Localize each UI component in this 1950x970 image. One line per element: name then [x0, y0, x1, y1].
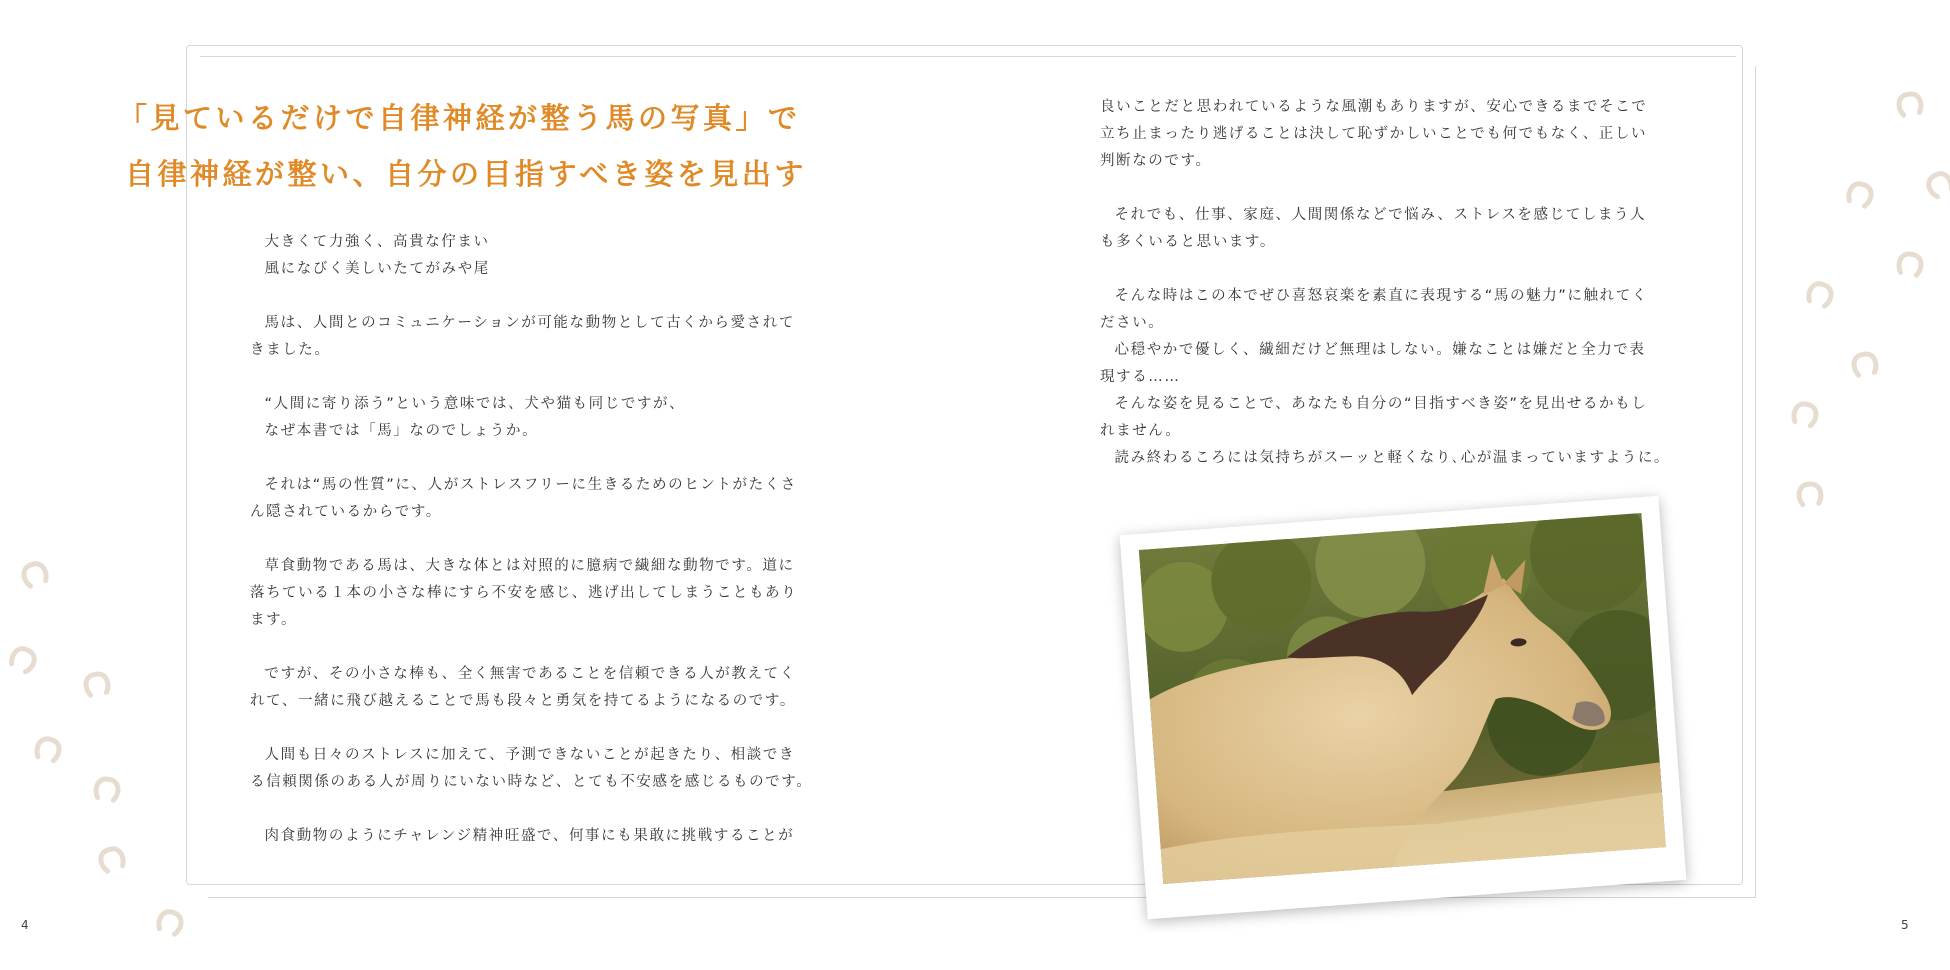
horse-photo [1120, 496, 1687, 920]
text-line: 良いことだと思われているような風潮もありますが、安心できるまでそこで [1100, 99, 1648, 115]
page-number-right: 5 [1901, 918, 1909, 932]
page-title [118, 90, 807, 202]
paragraph [250, 229, 840, 283]
horseshoe-icon [1893, 248, 1928, 283]
text-line: 人間も日々のストレスに加えて、予測できないことが起きたり、相談でき [264, 747, 796, 763]
horseshoe-icon [1920, 165, 1950, 206]
text-line: それは“馬の性質”に、人がストレスフリーに生きるためのヒントがたくさ [264, 477, 797, 493]
horseshoe-icon [3, 640, 44, 681]
horseshoe-icon [93, 841, 131, 879]
paragraph [250, 553, 840, 634]
horseshoe-icon [90, 773, 125, 808]
left-column-text [250, 229, 840, 850]
paragraph [250, 661, 840, 715]
horseshoe-icon [151, 904, 189, 942]
text-line: ます。 [250, 612, 298, 628]
horseshoe-icon [30, 732, 67, 769]
text-line: そんな時はこの本でぜひ喜怒哀楽を素直に表現する“馬の魅力”に触れてく [1114, 288, 1648, 304]
text-line: る信頼関係のある人が周りにいない時など、とても不安感を感じるものです。 [250, 774, 813, 790]
horseshoe-icon [1848, 348, 1883, 383]
text-line: 現する…… [1100, 369, 1181, 385]
horseshoe-icon [1893, 88, 1928, 123]
text-line: れて、一緒に飛び越えることで馬も段々と勇気を持てるようになるのです。 [250, 693, 796, 709]
horseshoe-icon [1801, 276, 1839, 314]
paragraph [1100, 202, 1690, 256]
text-line: なぜ本書では「馬」なのでしょうか。 [264, 423, 539, 439]
text-line: 読み終わるころには気持ちがスーッと軽くなり､心が温まっていますように。 [1114, 450, 1671, 466]
text-line: そんな姿を見ることで、あなたも自分の“目指すべき姿”を見出せるかもし [1114, 396, 1648, 412]
text-line: れません。 [1100, 423, 1182, 439]
text-line: 馬は、人間とのコミュニケーションが可能な動物として古くから愛されて [264, 315, 795, 331]
text-line: ださい。 [1100, 315, 1165, 331]
horseshoe-icon [1794, 479, 1827, 512]
frame-line-top [200, 56, 1736, 57]
paragraph [1100, 94, 1690, 175]
paragraph [250, 310, 840, 364]
text-line: 肉食動物のようにチャレンジ精神旺盛で、何事にも果敢に挑戦することが [264, 828, 795, 844]
paragraph [1100, 283, 1690, 472]
text-line: 草食動物である馬は、大きな体とは対照的に臆病で繊細な動物です。道に [264, 558, 795, 574]
paragraph [250, 391, 840, 445]
horseshoe-icon [1841, 176, 1879, 214]
paragraph [250, 823, 840, 850]
title-line-1: 「見ているだけで自律神経が整う馬の写真」で [118, 101, 801, 135]
text-line: “人間に寄り添う”という意味では、犬や猫も同じですが、 [264, 396, 686, 412]
title-line-2: 自律神経が整い、自分の目指すべき姿を見出す [125, 157, 807, 191]
text-line: 立ち止まったり逃げることは決して恥ずかしいことでも何でもなく、正しい [1100, 126, 1648, 142]
frame-line-bottom [208, 897, 1755, 898]
text-line: きました。 [250, 342, 331, 358]
page-number-left: 4 [21, 918, 29, 932]
horse-photo-icon [1139, 513, 1666, 884]
paragraph [250, 742, 840, 796]
frame-line-right [1755, 66, 1756, 898]
horseshoe-icon [16, 556, 54, 594]
text-line: ん隠されているからです。 [250, 504, 442, 520]
text-line: 風になびく美しいたてがみや尾 [264, 261, 490, 277]
text-line: 大きくて力強く、高貴な佇まい [264, 234, 490, 250]
horseshoe-icon [80, 668, 115, 703]
horseshoe-icon [1787, 397, 1824, 434]
paragraph [250, 472, 840, 526]
text-line: 心穏やかで優しく、繊細だけど無理はしない。嫌なことは嫌だと全力で表 [1114, 342, 1646, 358]
text-line: ですが、その小さな棒も、全く無害であることを信頼できる人が教えてく [264, 666, 796, 682]
right-column-text [1100, 94, 1690, 472]
text-line: 判断なのです。 [1100, 153, 1212, 169]
text-line: 落ちている１本の小さな棒にすら不安を感じ、逃げ出してしまうこともあり [250, 585, 798, 601]
text-line: それでも、仕事、家庭、人間関係などで悩み、ストレスを感じてしまう人 [1114, 207, 1647, 223]
text-line: も多くいると思います。 [1100, 234, 1276, 250]
